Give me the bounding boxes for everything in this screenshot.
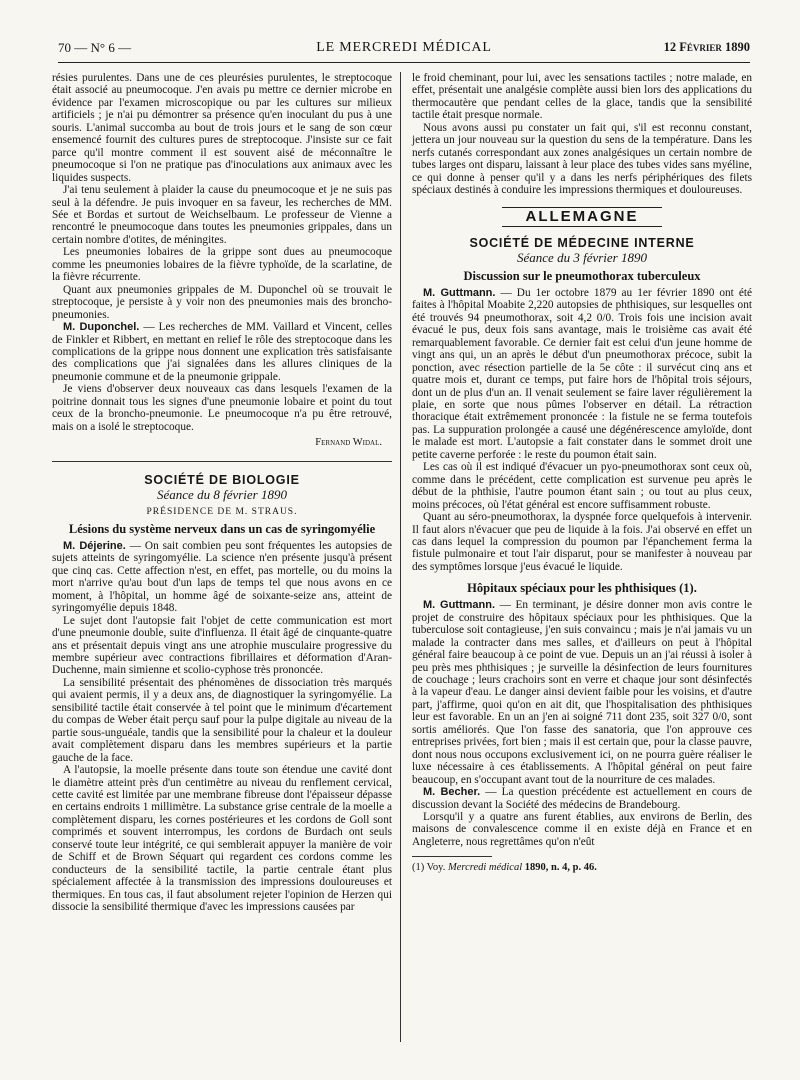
speaker-name: M. Guttmann. [423,599,496,612]
paragraph-text: — La question précédente est actuellement en cours de discussion devant la Société des médecins de Brandebourg. [412,786,752,811]
paragraph [52,540,392,615]
article-title: Discussion sur le pneumothorax tuberculeux [463,268,701,283]
paragraph [412,786,752,811]
paragraph: Le sujet dont l'autopsie fait l'objet de cette communication est mort d'une pneumonie double, suite d'influenza. Il était âgé de cinquante-quatre ans et présentait depuis vingt ans une atrophie musculaire progressive du membre supérieur avec contractions fibrillaires et déformation d'Aran-Duchenne, main simienne et scolio-cyphose très prononcée. [52,614,392,677]
paragraph: J'ai tenu seulement à plaider la cause du pneumocoque et je ne suis pas seul à la défendre. Je puis invoquer en sa faveur, les recherches de MM. Sée et Bordas et surtout de Weichselbaum. Le professeur de Vienne a rencontré le pneumocoque dans toutes les pneumonies grippales, dans un certain nombre d'otites, de méningites. [52,184,392,246]
session-date: Séance du 3 février 1890 [517,250,647,266]
left-column [52,72,392,914]
society-title: SOCIÉTÉ DE BIOLOGIE [144,472,300,487]
speaker-name: M. Becher. [423,786,481,799]
session-date: Séance du 8 février 1890 [157,487,287,503]
journal-title: LE MERCREDI MÉDICAL [316,40,492,55]
page-header [58,40,750,63]
column-divider [400,72,401,1042]
paragraph [52,321,392,383]
paragraph: Les pneumonies lobaires de la grippe sont dues au pneumocoque comme les pneumonies lobaires de la fièvre typhoïde, de la scarlatine, de la fièvre récurrente. [52,246,392,284]
section-rule [52,461,392,462]
footnote-reference: 1890, n. 4, p. 46. [522,862,597,874]
date-year: 1890 [725,40,750,54]
paragraph: résies purulentes. Dans une de ces pleurésies purulentes, le streptocoque était associé au pneumocoque. J'en avais pu mettre ce dernier microbe en évidence par l'examen microscopique ou par les cultures sur milieux artificiels ; je n'ai pu démontrer sa présence qu'en inoculant du pus à une souris. L'animal succomba au bout de trois jours et le sang de son cœur ensemencé fournit des cultures pures de streptocoque. J'insiste sur ce fait parce qu'il montre comment il est souvent aisé de méconnaître le pneumocoque si l'on ne pratique pas d'inoculations aux animaux avec les liquides suspects. [52,72,392,184]
paragraph: Quant aux pneumonies grippales de M. Duponchel où se trouvait le streptocoque, je persiste à y voir non des pneumonies mais des broncho-pneumonies. [52,283,392,321]
paragraph: le froid cheminant, pour lui, avec les sensations tactiles ; notre malade, en effet, présentait une analgésie complète aussi bien lors des applications du thermocautère que pendant celles de la glace, tandis que la sensibilité tactile était presque normale. [412,72,752,122]
paragraph-text: — Du 1er octobre 1879 au 1er février 1890 ont été faites à l'hôpital Moabite 2,220 autopsies de phthisiques, sur lesquelles ont été trouvés 94 pneumothorax, soit 4,2 0/0. Trois fois une incision avait évacué le pus, deux fois sans avantage, mais le troisième cas avait été remarquablement favorable. Ce dernier fait est celui d'un jeune homme de vingt ans qui, un an après le début d'un pneumothorax précoce, subit la ponction, avec résection partielle de la 5e côte : il survécut cinq ans et quatre mois et, durant ce temps, put faire hors de l'hôpital trois séjours, dont un de plus d'un an. Il venait seulement se faire laver régulièrement la plaie, en sorte que nous pûmes l'observer en détail. La rétraction thoracique était extrêmement prononcée : la fistule ne se ferma toutefois pas. La suppuration prolongée a causé une dégénérescence amyloïde, dont le malade est mort. L'autopsie a fait constater dans le sommet droit une petite caverne perforée : le reste du poumon était sain. [412,286,752,461]
society-title: SOCIÉTÉ DE MÉDECINE INTERNE [469,235,695,250]
speaker-name: M. Duponchel. [63,321,140,334]
paragraph: La sensibilité présentait des phénomènes de dissociation très marqués qui avaient permis, il y a deux ans, de diagnostiquer la syringomyélie. La sensibilité tactile était conservée à tel point que le minimum d'écartement du compas de Weber était perçu sauf pour la pulpe digitale au niveau de la partie sous-unguéale, tandis que la sensibilité pour la chaleur et la douleur avait complètement disparu dans les membres supérieurs et la partie gauche de la face. [52,676,392,764]
paragraph: Nous avons aussi pu constater un fait qui, s'il est reconnu constant, jettera un jour nouveau sur la question du sens de la température. Dans les nerfs cutanés correspondant aux zones analgésiques un certain nombre de tubes larges ont disparu, laissant à leur place des tubes vides sans myéline, ce qui donne à penser qu'il y a dans les nerfs périphériques des filets spéciaux destinés à conduire les impressions thermiques et douloureuses. [412,121,752,197]
speaker-name: M. Déjerine. [63,539,126,552]
paragraph: Je viens d'observer deux nouveaux cas dans lesquels l'examen de la poitrine donnait tous les signes d'une pneumonie lobaire et point du tout ceux de la broncho-pneumonie. Le pneumocoque n'a pu être retrouvé, mais on a isolé le streptocoque. [52,383,392,433]
paragraph-text: — On sait combien peu sont fréquentes les autopsies de sujets atteints de syringomyélie. La science n'en présente jusqu'à présent que cinq cas. Cette affection n'est, en effet, pas mortelle, ou du moins la mort n'arrive qu'au bout d'un laps de temps tel que nous avons en ce moment, à l'hôpital, un homme âgé de soixante-seize ans, atteint de syringomyélie depuis 1848. [52,539,392,615]
issue-date [664,40,750,55]
paragraph-text: — Les recherches de MM. Vaillard et Vincent, celles de Finkler et Ribbert, en mettant en relief le rôle des streptocoque dans les complications de la grippe nous donnent une explication très satisfaisante des complications que j'ai signalées dans les allures cliniques de la pneumonie commune et de la pneumonie grippale. [52,321,392,383]
paragraph: Quant au séro-pneumothorax, la dyspnée force quelquefois à intervenir. Il faut alors n'évacuer que peu de liquide à la fois. J'ai observé en effet un cas dans lequel la compression du poumon par l'épanchement ferma la fistule pulmonaire et tout l'air disparut, pour se manifester à nouveau par des symptômes lorsque j'eus évacué le liquide. [412,511,752,573]
right-column [412,72,752,875]
footnote-rule [412,856,492,857]
date-day: 12 [663,40,677,54]
page-number: 70 — N° 6 — [58,40,132,55]
paragraph: Les cas où il est indiqué d'évacuer un pyo-pneumothorax sont ceux où, comme dans le précédent, cette complication est survenue peu après le début de la phthisie, l'autre poumon étant sain ; ou tout au plus ceux, moins précoces, où l'état général est encore suffisamment robuste. [412,461,752,511]
paragraph-text: — En terminant, je désire donner mon avis contre le projet de construire des hôpitaux spéciaux pour les phthisiques. Que la tuberculose soit contagieuse, j'en suis convaincu ; mais je n'ai jamais vu un malade la contracter dans mes salles, et d'ailleurs on peut à l'hôpital général faire beaucoup à ce point de vue. Depuis un an j'ai réussi à isoler à peu près mes phthisiques ; je surveille la désinfection de leurs fournitures de couchage ; leurs crachoirs sont en verre et chaque jour sont désinfectés à la vapeur d'eau. Le danger ainsi devient faible pour les voisins, et d'autre part, j'affirme, quoi qu'on en ait dit, que l'hospitalisation des phthisiques leur est favorable. En un an j'en ai soigné 711 dont 235, soit 327 0/0, sont sortis améliorés. Que l'on fasse des sanatoria, que l'on approuve ces entreprises privées, fort bien ; mais il est certain que, pour la classe pauvre, dont nous nous occupons exclusivement ici, on ne pourra guère réaliser le luxe nécessaire à ces établissements. A l'hôpital général on peut faire beaucoup, en s'occupant avant tout de la nourriture de ces malades. [412,599,752,786]
footnote-prefix: (1) Voy. [412,862,448,874]
article-title: Hôpitaux spéciaux pour les phthisiques (1). [467,581,697,596]
presidency: PRÉSIDENCE DE M. STRAUS. [146,506,298,517]
date-month: Février [679,40,722,54]
issue-number: N° 6 [90,40,115,55]
paragraph: A l'autopsie, la moelle présente dans toute son étendue une cavité dont le diamètre atteint près d'un centimètre au niveau du renflement cervical, cette cavité est limitée par une membrane fibreuse dont l'épaisseur dépasse en certains endroits 1 millimètre. La substance grise centrale de la moelle a complètement disparu, les cornes postérieures et les cordons de Goll sont comprimés et souvent interrompus, les cordons de Burdach ont seuls conservé toute leur intégrité, ce qui semblerait appuyer la manière de voir de Schiff et de Brown Séquart qui regardent ces cordons comme les conducteurs de la sensibilité tactile, la partie centrale étant plus spécialement affectée à la transmission des impressions douloureuses et thermiques. En tous cas, il faut absolument rejeter l'opinion de Herzen qui dissocie la sensibilité thermique d'avec les impressions causées par [52,764,392,914]
country-heading: ALLEMAGNE [502,207,662,227]
author-signature: Fernand Widal. [315,437,382,449]
page-number-value: 70 [58,40,71,55]
footnote-journal: Mercredi médical [447,862,523,874]
paragraph: Lorsqu'il y a quatre ans furent établies, aux environs de Berlin, des maisons de convalescence comme il en existe déjà en France et en Angleterre, nous regrettâmes qu'on n'eût [412,811,752,848]
paragraph [412,599,752,786]
footnote [412,862,752,874]
speaker-name: M. Guttmann. [423,286,496,299]
paragraph [412,287,752,461]
article-title: Lésions du système nerveux dans un cas de syringomyélie [68,521,376,536]
